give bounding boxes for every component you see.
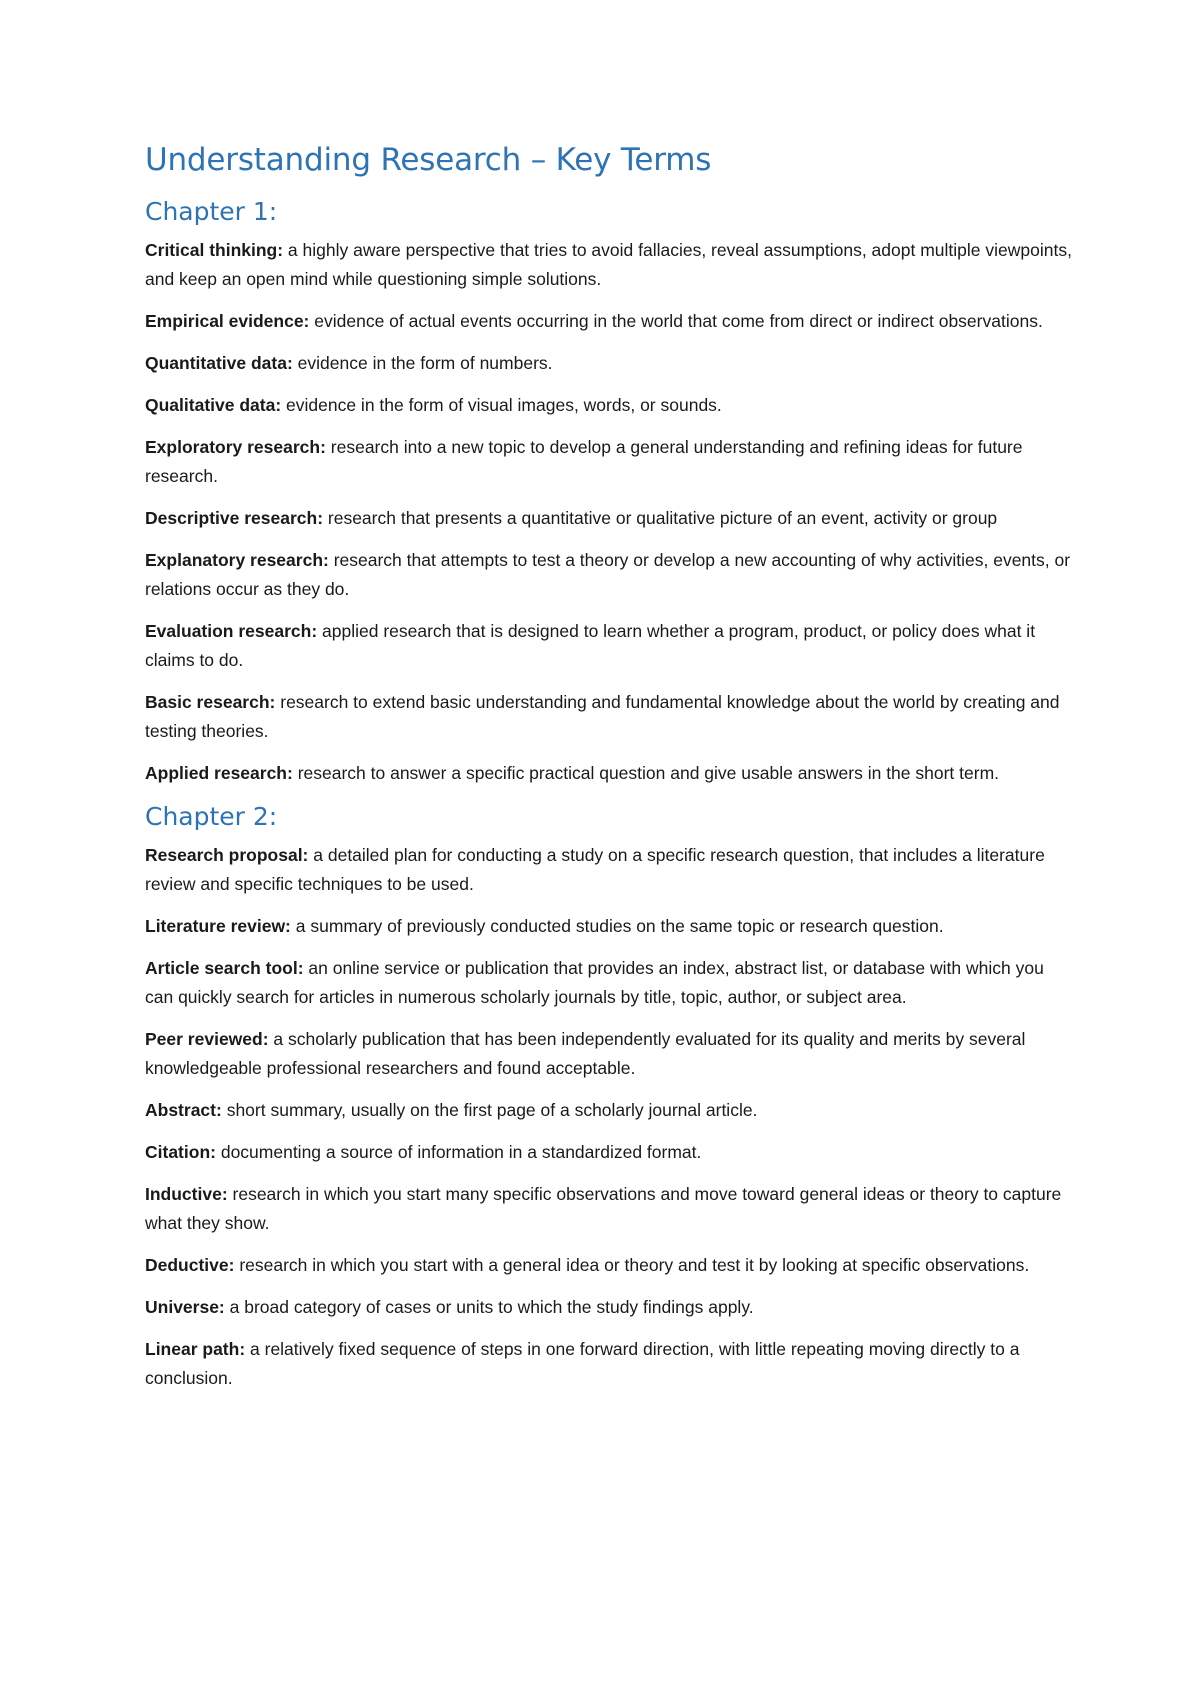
term-definition: research that attempts to test a theory or develop a new accounting of why activities, events, or relations occur as they do.	[145, 550, 1071, 599]
term-name: Empirical evidence:	[145, 311, 310, 331]
term-definition: applied research that is designed to learn whether a program, product, or policy does what it claims to do.	[145, 621, 1036, 670]
term-name: Quantitative data:	[145, 353, 293, 373]
term-name: Descriptive research:	[145, 508, 324, 528]
term-name: Critical thinking:	[145, 240, 284, 260]
term-entry	[145, 1138, 1075, 1167]
term-name: Deductive:	[145, 1255, 235, 1275]
term-entry	[145, 759, 1075, 788]
term-name: Basic research:	[145, 692, 276, 712]
term-entry	[145, 1335, 1075, 1393]
term-name: Exploratory research:	[145, 437, 326, 457]
term-name: Universe:	[145, 1297, 225, 1317]
term-definition: research into a new topic to develop a general understanding and refining ideas for future research.	[145, 437, 1023, 486]
term-entry	[145, 617, 1075, 675]
term-definition: research in which you start many specific observations and move toward general ideas or theory to capture what they show.	[145, 1184, 1062, 1233]
term-definition: research to answer a specific practical question and give usable answers in the short term.	[292, 763, 1000, 783]
term-name: Evaluation research:	[145, 621, 318, 641]
term-definition: a detailed plan for conducting a study on a specific research question, that includes a literature review and specific techniques to be used.	[145, 845, 1045, 894]
term-entry	[145, 546, 1075, 604]
term-name: Article search tool:	[145, 958, 304, 978]
term-definition: evidence of actual events occurring in the world that come from direct or indirect observations.	[309, 311, 1043, 331]
term-name: Peer reviewed:	[145, 1029, 269, 1049]
term-name: Applied research:	[145, 763, 293, 783]
term-definition: an online service or publication that provides an index, abstract list, or database with which you can quickly search for articles in numerous scholarly journals by title, topic, author, or subject area.	[145, 958, 1044, 1007]
chapter-heading: Chapter 2:	[145, 802, 278, 831]
term-definition: a summary of previously conducted studies on the same topic or research question.	[290, 916, 944, 936]
document-page	[145, 140, 1075, 1406]
term-entry	[145, 1180, 1075, 1238]
term-definition: a scholarly publication that has been independently evaluated for its quality and merits by several knowledgeable professional researchers and found acceptable.	[145, 1029, 1026, 1078]
term-entry	[145, 1293, 1075, 1322]
term-name: Linear path:	[145, 1339, 246, 1359]
term-entry	[145, 954, 1075, 1012]
term-entry	[145, 1096, 1075, 1125]
term-entry	[145, 307, 1075, 336]
term-entry	[145, 688, 1075, 746]
term-entry	[145, 912, 1075, 941]
term-entry	[145, 391, 1075, 420]
term-definition: a relatively fixed sequence of steps in one forward direction, with little repeating moving directly to a conclusion.	[145, 1339, 1020, 1388]
term-name: Abstract:	[145, 1100, 222, 1120]
term-name: Research proposal:	[145, 845, 309, 865]
term-definition: documenting a source of information in a standardized format.	[215, 1142, 702, 1162]
term-name: Qualitative data:	[145, 395, 282, 415]
term-entry	[145, 1251, 1075, 1280]
term-name: Inductive:	[145, 1184, 228, 1204]
term-definition: evidence in the form of visual images, words, or sounds.	[281, 395, 722, 415]
term-definition: a highly aware perspective that tries to avoid fallacies, reveal assumptions, adopt multiple viewpoints, and keep an open mind while questioning simple solutions.	[145, 240, 1072, 289]
term-entry	[145, 349, 1075, 378]
chapter-heading: Chapter 1:	[145, 197, 278, 226]
term-name: Explanatory research:	[145, 550, 329, 570]
term-entry	[145, 1025, 1075, 1083]
document-title: Understanding Research – Key Terms	[145, 142, 712, 178]
term-definition: research that presents a quantitative or qualitative picture of an event, activity or group	[323, 508, 998, 528]
term-definition: evidence in the form of numbers.	[292, 353, 553, 373]
term-entry	[145, 433, 1075, 491]
term-entry	[145, 841, 1075, 899]
term-name: Literature review:	[145, 916, 291, 936]
term-entry	[145, 504, 1075, 533]
term-definition: research to extend basic understanding and fundamental knowledge about the world by creating and testing theories.	[145, 692, 1060, 741]
term-name: Citation:	[145, 1142, 216, 1162]
term-definition: short summary, usually on the first page of a scholarly journal article.	[221, 1100, 758, 1120]
term-definition: research in which you start with a general idea or theory and test it by looking at specific observations.	[234, 1255, 1030, 1275]
term-definition: a broad category of cases or units to which the study findings apply.	[224, 1297, 754, 1317]
term-entry	[145, 236, 1075, 294]
